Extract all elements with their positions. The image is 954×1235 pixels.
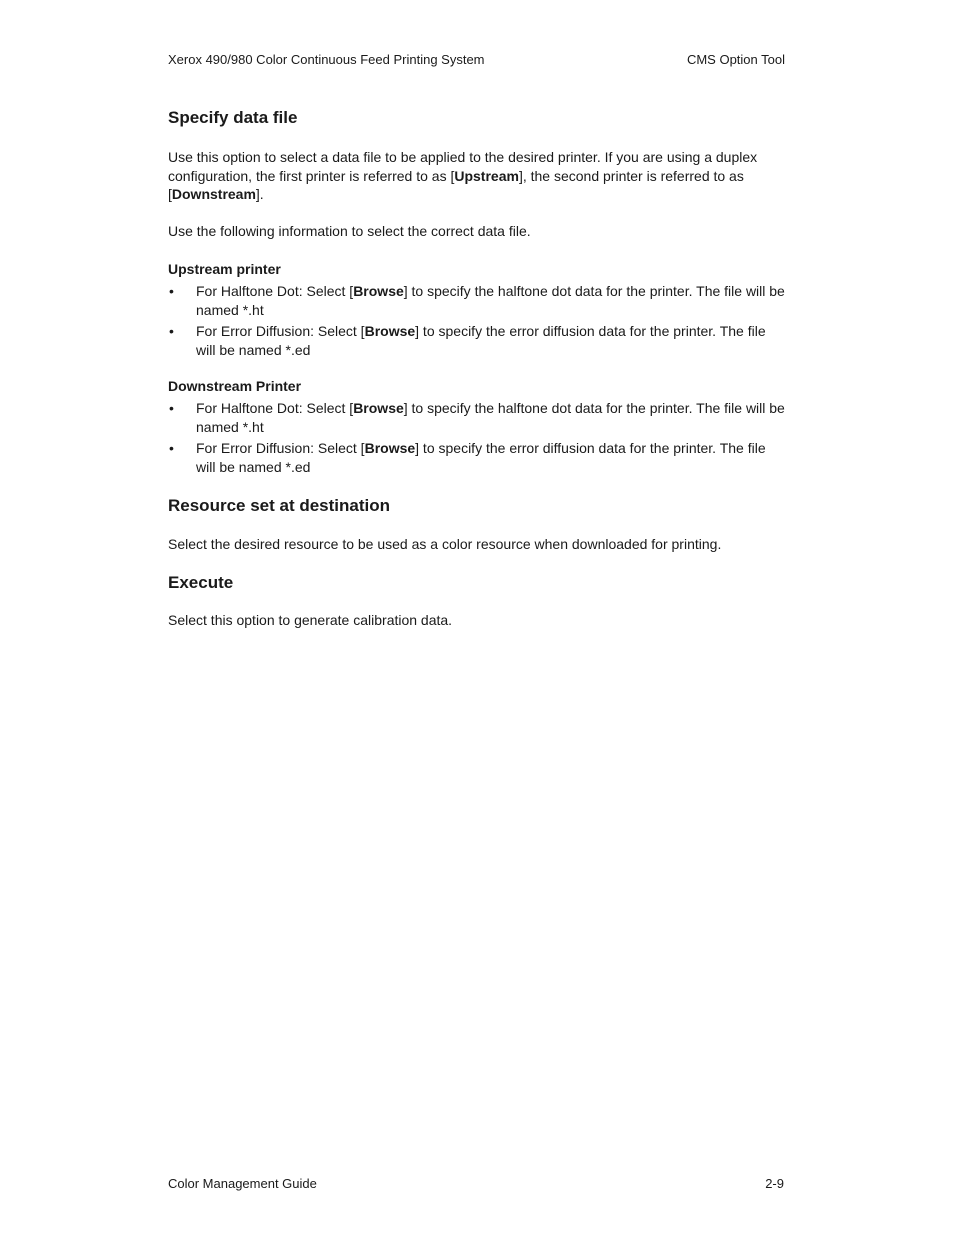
downstream-term: Downstream	[171, 186, 256, 202]
page-number: 2-9	[765, 1176, 784, 1191]
follow-paragraph: Use the following information to select the correct data file.	[168, 222, 531, 239]
list-item	[168, 439, 786, 476]
intro-paragraph	[168, 148, 786, 204]
item-text: ] to specify the halftone dot data for the printer. The file will be named *.ht	[196, 283, 785, 318]
browse-term: Browse	[353, 283, 404, 299]
running-header-title: Xerox 490/980 Color Continuous Feed Printing System	[168, 52, 485, 67]
section-title-resource-set: Resource set at destination	[168, 496, 391, 515]
item-text: ] to specify the halftone dot data for the printer. The file will be named *.ht	[196, 400, 785, 435]
item-text: ] to specify the error diffusion data for the printer. The file will be named *.ed	[196, 440, 766, 475]
upstream-term: Upstream	[454, 167, 519, 184]
list-item	[168, 399, 786, 436]
browse-term: Browse	[353, 400, 404, 416]
running-footer-guide: Color Management Guide	[168, 1176, 317, 1191]
running-header-section: CMS Option Tool	[686, 52, 785, 67]
intro-text-b: ], the second printer is referred to as [	[168, 167, 744, 202]
intro-text-c: ].	[255, 186, 264, 202]
downstream-printer-heading: Downstream Printer	[168, 378, 302, 394]
section-title-execute: Execute	[168, 572, 234, 592]
browse-term: Browse	[364, 440, 416, 456]
intro-text-a: Use this option to select a data file to be applied to the desired printer. If you are using a duplex configuration, the first printer is referred to as [	[168, 149, 758, 184]
execute-paragraph: Select this option to generate calibration data.	[168, 611, 453, 628]
list-item	[168, 282, 786, 319]
page-content	[168, 106, 786, 629]
upstream-printer-heading: Upstream printer	[168, 261, 281, 277]
resource-paragraph: Select the desired resource to be used as a color resource when downloaded for printing.	[168, 536, 722, 552]
browse-term: Browse	[364, 323, 416, 339]
item-text: For Halftone Dot: Select [	[196, 283, 354, 299]
item-text: For Halftone Dot: Select [	[196, 400, 354, 416]
list-item	[168, 322, 786, 359]
item-text: For Error Diffusion: Select [	[196, 440, 365, 456]
downstream-list	[168, 399, 786, 476]
item-text: For Error Diffusion: Select [	[196, 323, 365, 339]
item-text: ] to specify the error diffusion data for the printer. The file will be named *.ed	[196, 323, 766, 358]
upstream-list	[168, 282, 786, 359]
section-title-specify-data-file: Specify data file	[168, 108, 298, 127]
